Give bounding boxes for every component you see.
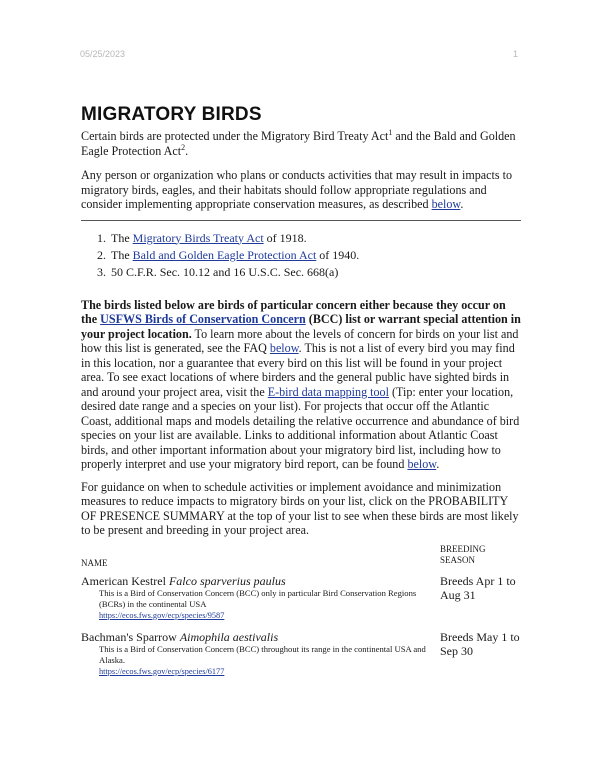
concern-paragraph [81, 298, 521, 472]
page-title: MIGRATORY BIRDS [81, 104, 262, 125]
regulations-paragraph [81, 168, 521, 212]
scientific-name: Falco sparverius paulus [168, 573, 286, 588]
footnote-item [109, 230, 521, 247]
footnote-ref-1[interactable]: 1 [388, 127, 393, 137]
name-column-header: NAME [81, 557, 108, 568]
bird-table [81, 544, 521, 694]
species-link[interactable]: https://ecos.fws.gov/ecp/species/9587 [99, 610, 225, 620]
footnote-text: of 1918. [263, 230, 307, 245]
concern-text: To learn more about the levels of concern for birds on your list and how this list is generated, see the FAQ [81, 326, 519, 355]
guidance-paragraph: For guidance on when to schedule activities or implement avoidance and minimization measures to reduce impacts to migratory birds on your list, click on the PROBABILITY OF PRESENCE SUMMARY at the top of your list to see when these birds are most likely to be present and breeding in your project area. [81, 479, 519, 537]
ebird-mapping-link[interactable]: E-bird data mapping tool [267, 384, 389, 399]
header-date: 05/25/2023 [80, 49, 126, 59]
intro-text-1: Certain birds are protected under the Migratory Bird Treaty Act [81, 129, 389, 143]
intro-paragraph [81, 129, 521, 158]
season-header-line: SEASON [440, 554, 476, 565]
footnote-divider [81, 220, 521, 221]
breeding-season: Breeds May 1 to Sep 30 [440, 629, 520, 658]
regulations-text: Any person or organization who plans or conducts activities that may result in impacts to migratory birds, eagles, and their habitats should follow appropriate regulations and consider implementing appropriate conservation measures, as described [81, 168, 513, 211]
bald-golden-eagle-act-link[interactable]: Bald and Golden Eagle Protection Act [132, 247, 317, 262]
concern-text: . [436, 457, 440, 471]
footnote-ref-2[interactable]: 2 [181, 142, 186, 152]
footnote-text: 50 C.F.R. Sec. 10.12 and 16 U.S.C. Sec. 668(a) [111, 264, 339, 279]
species-link[interactable]: https://ecos.fws.gov/ecp/species/6177 [99, 666, 225, 676]
below-link[interactable]: below [431, 197, 461, 211]
concern-text: (Tip: enter your location, desired date range and a species on your list). For projects that occur off the Atlantic Coast, additional maps and models detailing the relative occurrence and abundance of bird species on your list are available. Links to additional information about Atlantic Coast birds, and other important information about your migratory bird list, including how to properly interpret and use your migratory bird report, can be found [81, 384, 520, 471]
migratory-birds-treaty-act-link[interactable]: Migratory Birds Treaty Act [132, 230, 264, 245]
faq-below-link[interactable]: below [269, 341, 299, 355]
footnote-item [109, 247, 521, 264]
concern-bold-text-1: The birds listed below are birds of particular concern either because they occur on the [81, 297, 506, 326]
footnote-text: The [111, 247, 133, 262]
species-description: This is a Bird of Conservation Concern (BCC) only in particular Bird Conservation Regions (BCRs) in the continental USA [99, 587, 417, 609]
common-name: Bachman's Sparrow [81, 629, 177, 644]
intro-text-3: . [185, 143, 189, 158]
table-row [81, 630, 521, 676]
breeding-season-header [440, 544, 486, 566]
intro-text-2: and the Bald and Golden Eagle Protection Act [81, 129, 516, 158]
footnote-list [81, 230, 521, 281]
regulations-end: . [460, 197, 464, 211]
more-info-below-link[interactable]: below [407, 457, 437, 471]
breeding-season: Breeds Apr 1 to Aug 31 [440, 573, 516, 602]
species-description: This is a Bird of Conservation Concern (BCC) throughout its range in the continental USA and Alaska. [99, 643, 426, 665]
page-number: 1 [513, 49, 519, 59]
common-name: American Kestrel [81, 573, 166, 588]
table-row [81, 574, 521, 620]
scientific-name: Aimophila aestivalis [179, 629, 279, 644]
concern-bold-text-2: (BCC) list or warrant special attention in your project location. [81, 312, 521, 341]
document-body [81, 104, 521, 694]
breeding-header-line: BREEDING [440, 543, 486, 554]
footnote-text: The [111, 230, 133, 245]
footnote-item [109, 264, 521, 281]
footnote-text: of 1940. [316, 247, 360, 262]
bcc-link[interactable]: USFWS Birds of Conservation Concern [100, 312, 306, 326]
concern-text: . This is not a list of every bird you may find in this location, nor a guarantee that every bird on this list will be found in your project area. To see exact locations of where birders and the general public have sighted birds in and around your project area, visit the [81, 341, 515, 399]
